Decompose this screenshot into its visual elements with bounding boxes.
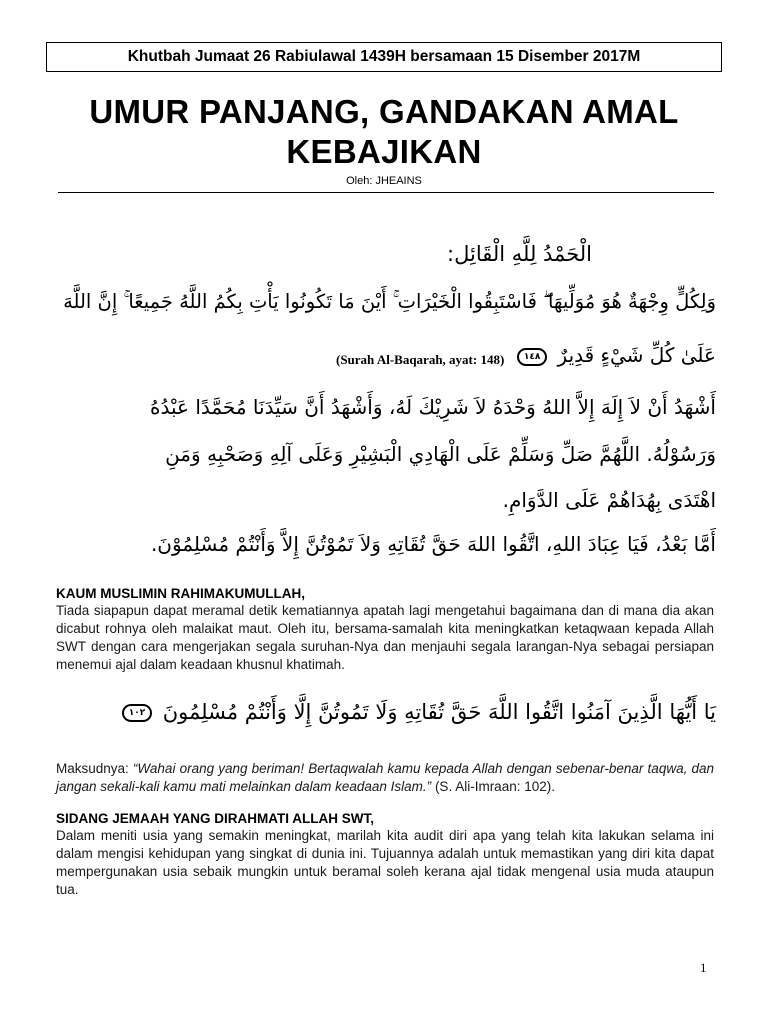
section1-heading: KAUM MUSLIMIN RAHIMAKUMULLAH,	[56, 586, 305, 601]
arabic-verse-text: يَا أَيُّهَا الَّذِينَ آمَنُوا اتَّقُوا اللَّهَ حَقَّ تُقَاتِهِ وَلَا تَمُوتُنَّ إِلَّا وَأَنْتُمْ مُسْلِمُونَ	[162, 700, 716, 724]
author-line: Oleh: JHEAINS	[346, 175, 422, 187]
khutbah-date-text: Khutbah Jumaat 26 Rabiulawal 1439H bersamaan 15 Disember 2017M	[127, 48, 641, 65]
page-number: 1	[700, 960, 707, 975]
arabic-quran-line2-text: عَلَىٰ كُلِّ شَيْءٍ قَدِيرٌ	[557, 343, 716, 367]
arabic-shahada-line3: اهْتَدَى بِهُدَاهُمْ عَلَى الدَّوَامِ.	[502, 488, 716, 512]
ayah-148-icon: ١٤٨	[517, 348, 547, 366]
arabic-verse-line	[118, 700, 716, 724]
sermon-title	[46, 92, 722, 172]
verse-translation	[56, 760, 714, 796]
arabic-shahada-line1: أَشْهَدُ أَنْ لاَ إِلَهَ إِلاَّ اللهُ وَحْدَهُ لاَ شَرِيْكَ لَهُ، وَأَشْهَدُ أَنَّ سَيِّدَنَا مُحَمَّدًا عَبْدُهُ	[150, 395, 716, 419]
ayah-102-icon: ١٠٢	[122, 704, 152, 722]
translation-prefix: Maksudnya:	[56, 761, 133, 776]
translation-ref: (S. Ali-Imraan: 102).	[431, 779, 555, 794]
sermon-title-line1: UMUR PANJANG, GANDAKAN AMAL	[89, 93, 679, 130]
khutbah-date-box	[46, 42, 722, 72]
section2-heading: SIDANG JEMAAH YANG DIRAHMATI ALLAH SWT,	[56, 811, 375, 826]
arabic-shahada-line2: وَرَسُوْلُهُ. اللَّهُمَّ صَلِّ وَسَلِّمْ عَلَى الْهَادِي الْبَشِيْرِ وَعَلَى آلِهِ وَصَحْبِهِ وَمَنِ	[165, 442, 716, 466]
section1-body: Tiada siapapun dapat meramal detik kematiannya apatah lagi mengetahui bagaimana dan di mana dia akan dicabut rohnya oleh malaikat maut. Oleh itu, bersama-samalah kita meningkatkan ketaqwaan kepada Allah SWT dengan cara mengerjakan segala suruhan-Nya dan menjauhi segala larangan-Nya sebagai persiapan menemui ajal dalam keadaan khusnul khatimah.	[56, 603, 714, 672]
sermon-title-line2: KEBAJIKAN	[286, 133, 482, 170]
translation-quote: “Wahai orang yang beriman! Bertaqwalah kamu kepada Allah dengan sebenar-benar taqwa, dan jangan sekali-kali kamu mati melainkan dalam keadaan Islam.”	[56, 761, 714, 794]
arabic-amma-bad-line: أَمَّا بَعْدُ، فَيَا عِبَادَ اللهِ، اتَّقُوا اللهَ حَقَّ تُقَاتِهِ وَلاَ تَمُوْتُنَّ إِلاَّ وَأَنْتُمْ مُسْلِمُوْنَ.	[150, 532, 716, 556]
arabic-quran-line2	[513, 343, 716, 367]
arabic-quran-line1: وَلِكُلٍّ وِجْهَةٌ هُوَ مُوَلِّيهَا ۖ فَاسْتَبِقُوا الْخَيْرَاتِ ۚ أَيْنَ مَا تَكُونُوا يَأْتِ بِكُمُ اللَّهُ جَمِيعًا ۚ إِنَّ اللَّهَ	[63, 290, 716, 313]
title-divider	[58, 192, 714, 193]
arabic-praise-line: الْحَمْدُ لِلَّهِ الْقَائِل:	[447, 242, 592, 266]
surah-reference: (Surah Al-Baqarah, ayat: 148)	[336, 352, 505, 367]
section2-body: Dalam meniti usia yang semakin meningkat, marilah kita audit diri apa yang telah kita lakukan selama ini dalam mengisi kehidupan yang singkat di dunia ini. Tujuannya adalah untuk memastikan yang diri kita dapat mempergunakan usia sebaik mungkin untuk beramal soleh kerana ajal tidak mengenal usia muda ataupun tua.	[56, 828, 714, 897]
